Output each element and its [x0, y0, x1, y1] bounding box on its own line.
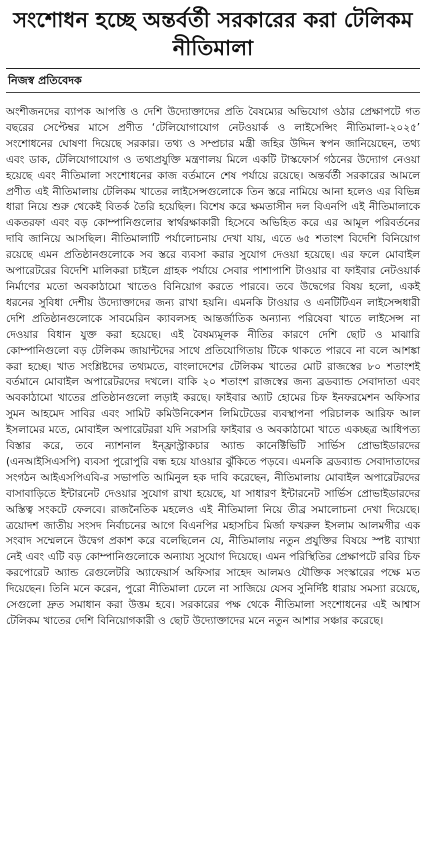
byline: নিজস্ব প্রতিবেদক: [8, 74, 82, 87]
article-body: অংশীজনদের ব্যাপক আপত্তি ও দেশি উদ্যোক্তাদের প্রতি বৈষম্যের অভিযোগ ওঠার প্রেক্ষাপটে গত বছরের সেপ্টেম্বর মাসে প্রণীত ‘টেলিযোগাযোগ নেটওয়ার্ক ও লাইসেন্সিং নীতিমালা-২০২৫’ সংশোধনের ঘোষণা দিয়েছে সরকার। তথ্য ও সম্প্রচার মন্ত্রী জহির উদ্দিন স্বপন জানিয়েছেন, তথ্য এবং ডাক, টেলিযোগাযোগ ও তথ্যপ্রযুক্তি মন্ত্রণালয় মিলে একটি টাস্কফোর্স গঠনের উদ্যোগ নেওয়া হয়েছে এবং নীতিমালা সংশোধনের কাজ বর্তমানে শেষ পর্যায়ে রয়েছে। অন্তর্বর্তী সরকারের আমলে প্রণীত এই নীতিমালায় টেলিকম খাতের লাইসেন্সগুলোকে তিন স্তরে নামিয়ে আনা হলেও এর বিভিন্ন ধারা নিয়ে শুরু থেকেই বিতর্ক তৈরি হয়েছিল। বিশেষ করে ক্ষমতাসীন দল বিএনপি এই নীতিমালাকে একতরফা এবং বড় কোম্পানিগুলোর স্বার্থরক্ষাকারী হিসেবে অভিহিত করে এর আমূল পরিবর্তনের দাবি জানিয়ে আসছিল। নীতিমালাটি পর্যালোচনায় দেখা যায়, এতে ৬৫ শতাংশ বিদেশি বিনিয়োগ রয়েছে এমন প্রতিষ্ঠানগুলোকে সব স্তরে ব্যবসা করার সুযোগ দেওয়া হয়েছে। এর ফলে মোবাইল অপারেটরের বিদেশি মালিকরা চাইলে গ্রাহক পর্যায়ে সেবার পাশাপাশি টাওয়ার বা ফাইবার নেটওয়ার্ক নির্মাণের মতো অবকাঠামো খাতেও বিনিয়োগ করতে পারবে। তবে উদ্বেগের বিষয় হলো, একই ধরনের সুবিধা দেশীয় উদ্যোক্তাদের জন্য রাখা হয়নি। এমনকি টাওয়ার ও এনটিটিএন লাইসেন্সধারী দেশি প্রতিষ্ঠানগুলোকে সাবমেরিন ক্যাবলসহ আন্তর্জাতিক অন্যান্য পরিষেবা খাতে লাইসেন্স না দেওয়ার বিধান যুক্ত করা হয়েছে। এই বৈষম্যমূলক নীতির কারণে দেশি ছোট ও মাঝারি কোম্পানিগুলো বড় টেলিকম জায়ান্টদের সাথে প্রতিযোগিতায় টিকে থাকতে পারবে না বলে আশঙ্কা করা হচ্ছে। খাত সংশ্লিষ্টদের তথ্যমতে, বাংলাদেশের টেলিকম খাতের মোট রাজস্বের ৮০ শতাংশই বর্তমানে মোবাইল অপারেটরদের দখলে। বাকি ২০ শতাংশ রাজস্বের জন্য ব্রডব্যান্ড সেবাদাতা এবং অবকাঠামো খাতের প্রতিষ্ঠানগুলো লড়াই করছে। ফাইবার অ্যাট হোমের চিফ ইনফরমেশন অফিসার সুমন আহমেদ সাবির এবং সামিট কমিউনিকেশন লিমিটেডের ব্যবস্থাপনা পরিচালক আরিফ আল ইসলামের মতে, মোবাইল অপারেটররা যদি সরাসরি ফাইবার ও অবকাঠামো খাতে একচ্ছত্র আধিপত্য বিস্তার করে, তবে ন্যাশনাল ইন্ফ্রাস্ট্রাকচার অ্যান্ড কানেক্টিভিটি সার্ভিস প্রোভাইডারদের (এনআইসিএসপি) ব্যবসা পুরোপুরি বন্ধ হয়ে যাওয়ার ঝুঁকিতে পড়বে। এমনকি ব্রডব্যান্ড সেবাদাতাদের সংগঠন আইএসপিএবি-র সভাপতি আমিনুল হক দাবি করেছেন, নীতিমালায় মোবাইল অপারেটরদের বাসাবাড়িতে ইন্টারনেট দেওয়ার সুযোগ রাখা হয়েছে, যা সাধারণ ইন্টারনেট সার্ভিস প্রোভাইডারদের অস্তিত্ব সংকটে ফেলবে। রাজনৈতিক মহলেও এই নীতিমালা নিয়ে তীব্র সমালোচনা দেখা দিয়েছে। ত্রয়োদশ জাতীয় সংসদ নির্বাচনের আগে বিএনপির মহাসচিব মির্জা ফখরুল ইসলাম আলমগীর এক সংবাদ সম্মেলনে উদ্বেগ প্রকাশ করে বলেছিলেন যে, নীতিমালায় নতুন প্রযুক্তির বিষয়ে স্পষ্ট ব্যাখ্যা নেই এবং এটি বড় কোম্পানিগুলোকে অন্যায্য সুযোগ দিয়েছে। এমন পরিস্থিতির প্রেক্ষাপটে রবির চিফ করপোরেট অ্যান্ড রেগুলেটরি অ্যাফেয়ার্স অফিসার সাহেদ আলমও যৌক্তিক সংস্কারের পক্ষে মত দিয়েছেন। তিনি মনে করেন, পুরো নীতিমালা ঢেলে না সাজিয়ে যেসব সুনির্দিষ্ট ধারায় সমস্যা রয়েছে, সেগুলো দ্রুত সমাধান করা উত্তম হবে। সরকারের পক্ষ থেকে নীতিমালা সংশোধনের এই আশ্বাস টেলিকম খাতের দেশি বিনিয়োগকারী ও ছোট উদ্যোক্তাদের মনে নতুন আশার সঞ্চার করেছে।: [6, 106, 420, 627]
headline-divider: [6, 68, 420, 69]
headline: সংশোধন হচ্ছে অন্তর্বর্তী সরকারের করা টেলিকম নীতিমালা: [13, 8, 413, 60]
byline-divider: [6, 92, 420, 93]
